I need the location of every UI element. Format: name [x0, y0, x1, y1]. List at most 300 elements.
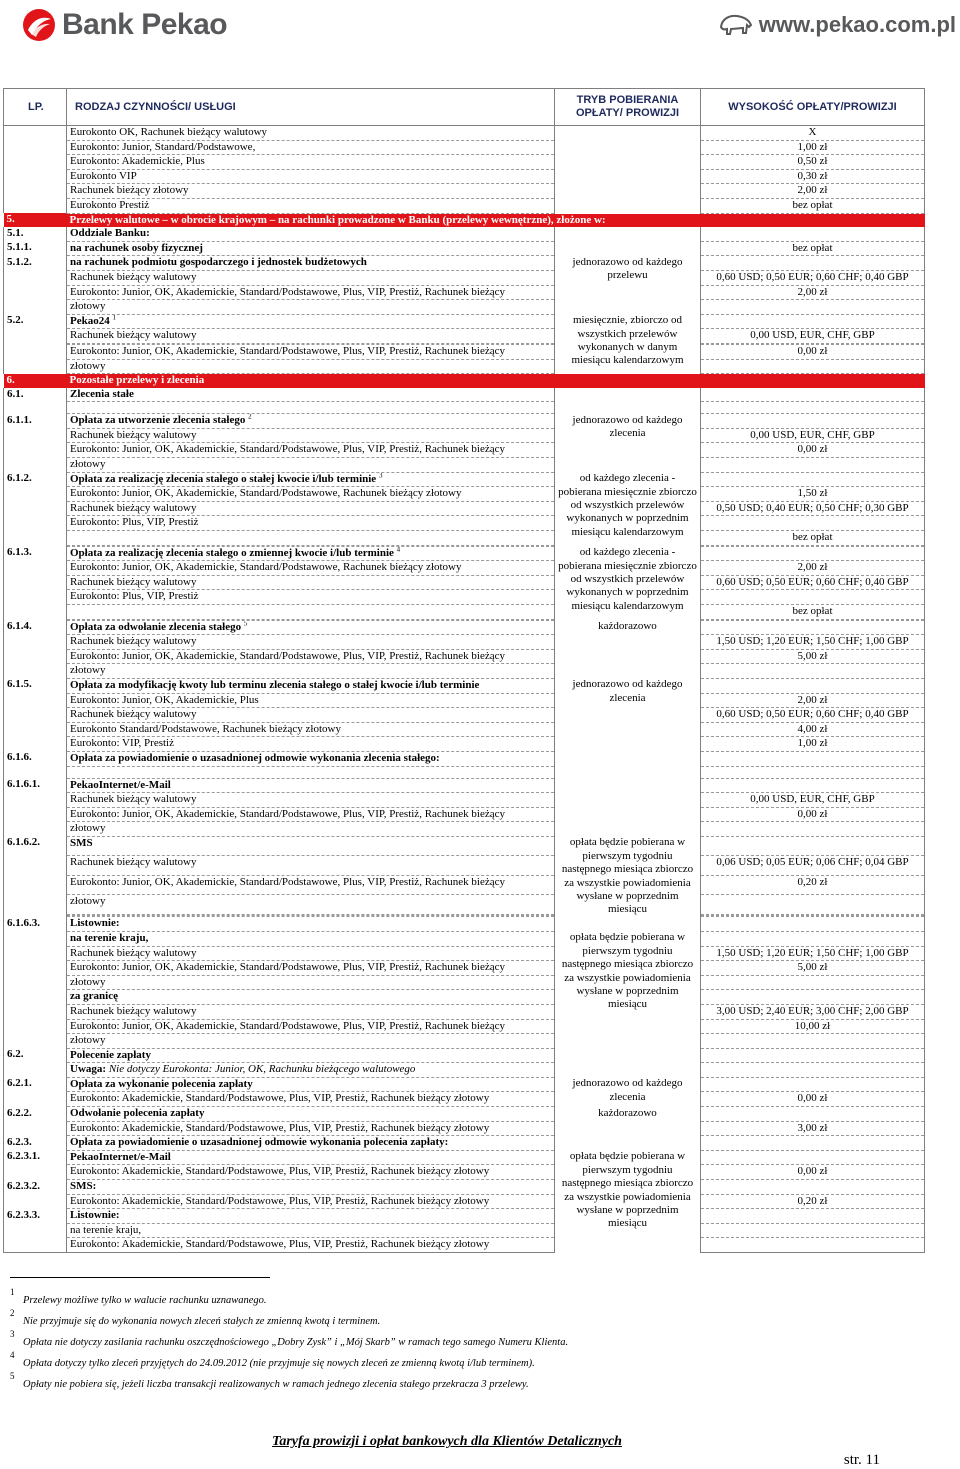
description-text: Opłata za powiadomienie o uzasadnionej odmowie wykonania polecenia zapłaty:: [70, 1136, 449, 1149]
description-text: Eurokonto: Junior, OK, Akademickie, Standard/Podstawowe, Plus, VIP, Prestiż, Rachunek bieżący: [70, 1019, 506, 1032]
service-description: [67, 961, 555, 976]
footnote: [10, 1308, 950, 1329]
description-text: Pekao24: [70, 314, 110, 327]
note-text: Nie dotyczy Eurokonta: Junior, OK, Rachunku bieżącego walutowego: [108, 1063, 416, 1076]
row-number: [4, 140, 67, 155]
service-description: [67, 895, 555, 914]
charge-mode: jednorazowo od każdego przelewu: [555, 256, 701, 314]
description-text: Rachunek bieżący walutowy: [70, 575, 197, 588]
row-number: [4, 1063, 67, 1078]
table-row: [4, 329, 925, 344]
table-row: [4, 793, 925, 808]
description-text: Rachunek bieżący walutowy: [70, 1004, 197, 1017]
description-text: za granicę: [70, 990, 118, 1003]
description-text: Eurokonto: Junior, OK, Akademickie, Plus: [70, 693, 259, 706]
description-text: Opłata za wykonanie polecenia zapłaty: [70, 1077, 253, 1090]
row-number: 6.2.3.1.: [4, 1150, 67, 1165]
row-number: 6.2.3.3.: [4, 1209, 67, 1224]
service-description: [67, 708, 555, 723]
service-description: [67, 1034, 555, 1049]
service-description: [67, 314, 555, 329]
description-text: złotowy: [70, 975, 106, 988]
service-description: [67, 1180, 555, 1195]
table-row: [4, 946, 925, 961]
row-number: [4, 501, 67, 516]
service-description: [67, 1063, 555, 1078]
fee-amount: [701, 472, 925, 487]
table-row: [4, 751, 925, 766]
table-row: [4, 126, 925, 141]
fee-amount: 0,00 zł: [701, 443, 925, 458]
footnote-text: Opłata dotyczy tylko zleceń przyjętych do 24.09.2012 (nie przyjmuje się nowych zleceń ze zmienną kwotą i/lub terminem).: [23, 1358, 535, 1369]
row-number: 6.1.: [4, 388, 67, 402]
table-row: [4, 314, 925, 329]
spacer-cell: [4, 766, 67, 778]
service-description: [67, 917, 555, 932]
row-number: [4, 856, 67, 875]
service-description: [67, 561, 555, 576]
fee-amount: 0,00 zł: [701, 1165, 925, 1180]
description-text: Rachunek bieżący złotowy: [70, 184, 189, 197]
footnote-number: 2: [10, 1308, 15, 1318]
table-row: [4, 1063, 925, 1078]
fee-amount: [701, 1048, 925, 1063]
service-description: [67, 546, 555, 561]
row-number: 6.1.6.: [4, 751, 67, 766]
description-text: Eurokonto: Akademickie, Standard/Podstawowe, Plus, VIP, Prestiż, Rachunek bieżący złotowy: [70, 1121, 490, 1134]
row-number: [4, 270, 67, 285]
fee-amount: [701, 1223, 925, 1238]
table-row: [4, 722, 925, 737]
service-description: [67, 635, 555, 650]
charge-mode: [555, 1048, 701, 1063]
col-mode: TRYB POBIERANIA OPŁATY/ PROWIZJI: [555, 89, 701, 126]
description-text: Listownie:: [70, 1209, 120, 1222]
service-description: [67, 722, 555, 737]
row-number: [4, 155, 67, 170]
service-description: [67, 946, 555, 961]
table-row: [4, 822, 925, 837]
service-description: [67, 751, 555, 766]
service-description: [67, 270, 555, 285]
footnote: [10, 1350, 950, 1371]
service-description: [67, 605, 555, 620]
description-text: Opłata za utworzenie zlecenia stałego: [70, 414, 246, 427]
fee-amount: bez opłat: [701, 198, 925, 213]
charge-mode: od każdego zlecenia - pobierana miesięcznie zbiorczo od wszystkich przelewów wykonanych w poprzednim miesiącu kalendarzowym: [555, 472, 701, 546]
description-text: Eurokonto: Plus, VIP, Prestiż: [70, 590, 199, 603]
service-description: [67, 1092, 555, 1107]
fee-amount: [701, 300, 925, 315]
fee-amount: [701, 931, 925, 946]
row-number: 6.1.1.: [4, 414, 67, 429]
table-row: [4, 1238, 925, 1253]
description-text: Rachunek bieżący walutowy: [70, 270, 197, 283]
table-row: [4, 487, 925, 502]
service-description: [67, 793, 555, 808]
row-number: [4, 590, 67, 605]
service-description: [67, 428, 555, 443]
description-text: Eurokonto: Junior, OK, Akademickie, Standard/Podstawowe, Rachunek bieżący złotowy: [70, 487, 462, 500]
row-number: [4, 895, 67, 914]
description-text: Eurokonto: Junior, OK, Akademickie, Standard/Podstawowe, Plus, VIP, Prestiż, Rachunek bieżący: [70, 344, 506, 357]
service-description: [67, 1121, 555, 1136]
table-row: [4, 402, 925, 414]
charge-mode: jednorazowo od każdego zlecenia: [555, 414, 701, 472]
description-text: Eurokonto: Junior, OK, Akademickie, Standard/Podstawowe, Plus, VIP, Prestiż, Rachunek bieżący: [70, 285, 506, 298]
description-text: Eurokonto VIP: [70, 169, 137, 182]
description-text: złotowy: [70, 359, 106, 372]
table-row: [4, 1048, 925, 1063]
fee-amount: [701, 227, 925, 241]
service-description: [67, 1019, 555, 1034]
service-description: [67, 931, 555, 946]
fee-amount: 0,50 zł: [701, 155, 925, 170]
row-number: [4, 1238, 67, 1253]
service-description: [67, 126, 555, 141]
row-number: 6.2.: [4, 1048, 67, 1063]
row-number: [4, 722, 67, 737]
fee-amount: [701, 1077, 925, 1092]
bank-logo: [22, 8, 227, 42]
row-number: [4, 1223, 67, 1238]
table-row: [4, 428, 925, 443]
description-text: Rachunek bieżący walutowy: [70, 793, 197, 806]
table-row: [4, 472, 925, 487]
charge-mode: [555, 917, 701, 932]
description-text: Rachunek bieżący walutowy: [70, 329, 197, 342]
pekao-swirl-icon: [22, 8, 56, 42]
table-row: [4, 708, 925, 723]
tariff-title: Taryfa prowizji i opłat bankowych dla Klientów Detalicznych: [272, 1434, 622, 1449]
fee-amount: 3,00 zł: [701, 1121, 925, 1136]
charge-mode: [555, 227, 701, 241]
row-number: 6.2.2.: [4, 1107, 67, 1122]
row-number: [4, 285, 67, 300]
table-row: [4, 546, 925, 561]
row-number: 6.1.3.: [4, 546, 67, 561]
table-row: [4, 198, 925, 213]
section-number: 6.: [4, 374, 67, 388]
fee-amount: [701, 314, 925, 329]
footnote-text: Opłata nie dotyczy zasilania rachunku oszczędnościowego „Dobry Zysk” i „Mój Skarb” w ramach tego samego Numeru Klienta.: [23, 1337, 569, 1348]
footnote-text: Przelewy możliwe tylko w walucie rachunku uznawanego.: [23, 1295, 267, 1306]
table-row: [4, 1165, 925, 1180]
charge-mode: miesięcznie, zbiorczo od wszystkich przelewów wykonanych w danym miesiącu kalendarzowym: [555, 314, 701, 373]
footnote: [10, 1371, 950, 1392]
fee-amount: [701, 388, 925, 402]
footnote-separator: [10, 1277, 270, 1278]
row-number: [4, 946, 67, 961]
table-row: [4, 374, 925, 388]
service-description: [67, 458, 555, 473]
table-row: [4, 693, 925, 708]
row-number: [4, 359, 67, 374]
service-description: [67, 198, 555, 213]
charge-mode: opłata będzie pobierana w pierwszym tygodniu następnego miesiąca zbiorczo za wszystkie powiadomienia wysłane w poprzednim miesiącu: [555, 931, 701, 1033]
footnote-ref: 3: [378, 472, 383, 479]
note-label: Uwaga:: [70, 1063, 107, 1076]
description-text: Opłata za realizację zlecenia stałego o zmiennej kwocie i/lub terminie: [70, 546, 394, 559]
footnote-ref: 4: [396, 546, 401, 553]
description-text: Oddziale Banku:: [70, 227, 150, 240]
row-number: [4, 428, 67, 443]
row-number: [4, 516, 67, 531]
description-text: złotowy: [70, 895, 106, 908]
site-url[interactable]: www.pekao.com.pl: [758, 12, 956, 37]
row-number: [4, 575, 67, 590]
service-description: [67, 778, 555, 793]
table-row: [4, 1150, 925, 1165]
table-row: [4, 1107, 925, 1122]
fee-amount: 0,06 USD; 0,05 EUR; 0,06 CHF; 0,04 GBP: [701, 856, 925, 875]
page-number: str. 11: [843, 1452, 880, 1468]
fee-amount: [701, 546, 925, 561]
description-text: na terenie kraju,: [70, 931, 149, 944]
col-service: RODZAJ CZYNNOŚCI/ USŁUGI: [67, 89, 555, 126]
description-text: SMS:: [70, 1180, 97, 1193]
spacer-cell: [555, 402, 701, 414]
row-number: 5.1.2.: [4, 256, 67, 271]
table-row: [4, 635, 925, 650]
table-row: [4, 140, 925, 155]
table-row: [4, 737, 925, 752]
fee-amount: [701, 975, 925, 990]
table-row: [4, 561, 925, 576]
description-text: złotowy: [70, 664, 106, 677]
fee-amount: 5,00 zł: [701, 961, 925, 976]
table-row: [4, 388, 925, 402]
table-row: [4, 414, 925, 429]
charge-mode: [555, 198, 701, 213]
fee-amount: 0,00 USD, EUR, CHF, GBP: [701, 329, 925, 344]
table-row: [4, 961, 925, 976]
footnote-ref: 2: [248, 413, 252, 421]
charge-mode: [701, 1238, 925, 1253]
service-description: [67, 575, 555, 590]
row-number: [4, 531, 67, 546]
table-body: [4, 126, 925, 1253]
footnote: [10, 1329, 950, 1350]
charge-mode: każdorazowo: [555, 1107, 701, 1151]
table-row: [4, 975, 925, 990]
description-text: Polecenie zapłaty: [70, 1048, 151, 1061]
service-description: [67, 1165, 555, 1180]
service-description: [67, 531, 555, 546]
fee-amount: 0,30 zł: [701, 169, 925, 184]
fee-amount: bez opłat: [701, 531, 925, 546]
table-header-row: [4, 89, 925, 126]
row-number: [4, 635, 67, 650]
description-text: Eurokonto: Akademickie, Standard/Podstawowe, Plus, VIP, Prestiż, Rachunek bieżący złotowy: [70, 1165, 490, 1178]
table-row: [4, 213, 925, 227]
description-text: na rachunek podmiotu gospodarczego i jednostek budżetowych: [70, 256, 367, 269]
service-description: [67, 169, 555, 184]
description-text: złotowy: [70, 1034, 106, 1047]
description-text: Eurokonto: Junior, OK, Akademickie, Standard/Podstawowe, Plus, VIP, Prestiż, Rachunek bieżący: [70, 807, 506, 820]
description-text: Zlecenia stałe: [70, 387, 134, 400]
table-row: [4, 1121, 925, 1136]
spacer-cell: [701, 402, 925, 414]
description-text: Eurokonto: Junior, OK, Akademickie, Standard/Podstawowe, Plus, VIP, Prestiż, Rachunek bieżący: [70, 961, 506, 974]
fee-amount: 0,20 zł: [701, 875, 925, 894]
row-number: 6.2.3.: [4, 1136, 67, 1151]
fee-amount: [701, 1180, 925, 1195]
service-description: [67, 1194, 555, 1209]
description-text: PekaoInternet/e-Mail: [70, 1150, 171, 1163]
brand-name: Bank Pekao: [62, 8, 228, 41]
section-title: Pozostałe przelewy i zlecenia: [67, 374, 925, 388]
service-description: [67, 1107, 555, 1122]
row-number: [4, 198, 67, 213]
table-row: [4, 1180, 925, 1195]
service-description: [67, 359, 555, 374]
description-text: Eurokonto: Junior, Standard/Podstawowe,: [70, 140, 256, 153]
table-row: [4, 169, 925, 184]
row-number: [4, 1194, 67, 1209]
footnote-text: Nie przyjmuje się do wykonania nowych zleceń stałych ze zmienną kwotą i terminem.: [23, 1316, 381, 1327]
charge-mode: jednorazowo od każdego zlecenia: [555, 678, 701, 751]
service-description: [67, 590, 555, 605]
table-row: [4, 1209, 925, 1224]
table-row: [4, 1092, 925, 1107]
description-text: Opłata za odwołanie zlecenia stałego: [70, 620, 242, 633]
description-text: złotowy: [70, 300, 106, 313]
table-row: [4, 875, 925, 894]
row-number: [4, 737, 67, 752]
row-number: [4, 693, 67, 708]
fee-amount: [701, 1107, 925, 1122]
fee-amount: 0,60 USD; 0,50 EUR; 0,60 CHF; 0,40 GBP: [701, 270, 925, 285]
service-description: [67, 285, 555, 300]
fee-amount: [701, 620, 925, 635]
charge-mode: [555, 778, 701, 836]
service-description: [67, 443, 555, 458]
service-description: [67, 856, 555, 875]
table-row: [4, 443, 925, 458]
charge-mode: opłata będzie pobierana w pierwszym tygodniu następnego miesiąca zbiorczo za wszystkie powiadomienia wysłane w poprzednim miesiącu: [555, 1150, 701, 1252]
fee-amount: [701, 751, 925, 766]
service-description: [67, 807, 555, 822]
service-description: [67, 649, 555, 664]
fee-amount: 0,00 USD, EUR, CHF, GBP: [701, 793, 925, 808]
charge-mode: [555, 388, 701, 402]
table-row: [4, 300, 925, 315]
table-row: [4, 1136, 925, 1151]
fee-amount: [701, 590, 925, 605]
table-row: [4, 1034, 925, 1049]
service-description: [67, 822, 555, 837]
table-row: [4, 917, 925, 932]
fee-amount: 1,50 zł: [701, 487, 925, 502]
row-number: [4, 975, 67, 990]
service-description: [67, 344, 555, 359]
row-number: 6.2.1.: [4, 1077, 67, 1092]
description-text: na rachunek osoby fizycznej: [70, 241, 203, 254]
description-text: PekaoInternet/e-Mail: [70, 778, 171, 791]
row-number: [4, 561, 67, 576]
row-number: [4, 1165, 67, 1180]
charge-mode: [555, 1034, 701, 1049]
section-number: 5.: [4, 213, 67, 227]
fee-amount: [701, 678, 925, 693]
fee-amount: 1,50 USD; 1,20 EUR; 1,50 CHF; 1,00 GBP: [701, 635, 925, 650]
fee-amount: 0,60 USD; 0,50 EUR; 0,60 CHF; 0,40 GBP: [701, 708, 925, 723]
footnote-ref: 5: [243, 620, 248, 627]
service-description: [67, 472, 555, 487]
service-description: [67, 1136, 555, 1151]
footnote-number: 5: [10, 1371, 15, 1381]
fee-amount: [701, 414, 925, 429]
fee-amount: 1,00 zł: [701, 140, 925, 155]
row-number: 6.1.4.: [4, 620, 67, 635]
row-number: [4, 126, 67, 141]
footnote-ref: 1: [112, 314, 116, 322]
row-number: [4, 649, 67, 664]
description-text: Odwołanie polecenia zapłaty: [70, 1107, 205, 1120]
description-text: Opłata za powiadomienie o uzasadnionej odmowie wykonania zlecenia stałego:: [70, 751, 440, 764]
table-row: [4, 344, 925, 359]
row-number: [4, 329, 67, 344]
site-link[interactable]: [719, 12, 956, 38]
fee-amount: [701, 664, 925, 679]
description-text: Eurokonto: Junior, OK, Akademickie, Standard/Podstawowe, Plus, VIP, Prestiż, Rachunek bieżący: [70, 443, 506, 456]
table-row: [4, 531, 925, 546]
table-row: [4, 241, 925, 256]
row-number: [4, 875, 67, 894]
service-description: [67, 501, 555, 516]
service-description: [67, 241, 555, 256]
service-description: [67, 1150, 555, 1165]
table-row: [4, 359, 925, 374]
table-row: [4, 1194, 925, 1209]
table-row: [4, 678, 925, 693]
row-number: [4, 344, 67, 359]
description-text: Eurokonto: Akademickie, Standard/Podstawowe, Plus, VIP, Prestiż, Rachunek bieżący złotowy: [70, 1238, 490, 1251]
table-row: [4, 1223, 925, 1238]
service-description: [67, 1223, 555, 1238]
charge-mode: [555, 126, 701, 141]
charge-mode: [555, 140, 701, 155]
fee-amount: 2,00 zł: [701, 184, 925, 199]
fee-amount: 1,50 USD; 1,20 EUR; 1,50 CHF; 1,00 GBP: [701, 946, 925, 961]
description-text: Rachunek bieżący walutowy: [70, 428, 197, 441]
row-number: [4, 664, 67, 679]
fee-amount: [701, 917, 925, 932]
spacer-cell: [701, 766, 925, 778]
fee-amount: [701, 1209, 925, 1224]
fee-amount: [701, 256, 925, 271]
footnote-number: 1: [10, 1287, 15, 1297]
description-text: Listownie:: [70, 917, 120, 930]
row-number: 6.1.2.: [4, 472, 67, 487]
fee-amount: 10,00 zł: [701, 1019, 925, 1034]
description-text: Eurokonto: Akademickie, Standard/Podstawowe, Plus, VIP, Prestiż, Rachunek bieżący złotowy: [70, 1092, 490, 1105]
row-number: 6.1.6.2.: [4, 836, 67, 855]
fee-amount: bez opłat: [701, 605, 925, 620]
footnote-text: Opłaty nie pobiera się, jeżeli liczba transakcji realizowanych w ramach jednego zlecenia stałego przekracza 3 przelewy.: [23, 1379, 529, 1390]
row-number: 5.2.: [4, 314, 67, 329]
footnotes: [10, 1287, 950, 1392]
row-number: 5.1.: [4, 227, 67, 241]
table-row: [4, 1004, 925, 1019]
service-description: [67, 990, 555, 1005]
row-number: [4, 793, 67, 808]
row-number: [4, 458, 67, 473]
row-number: [4, 931, 67, 946]
table-row: [4, 501, 925, 516]
description-text: Eurokonto Standard/Podstawowe, Rachunek bieżący złotowy: [70, 722, 341, 735]
